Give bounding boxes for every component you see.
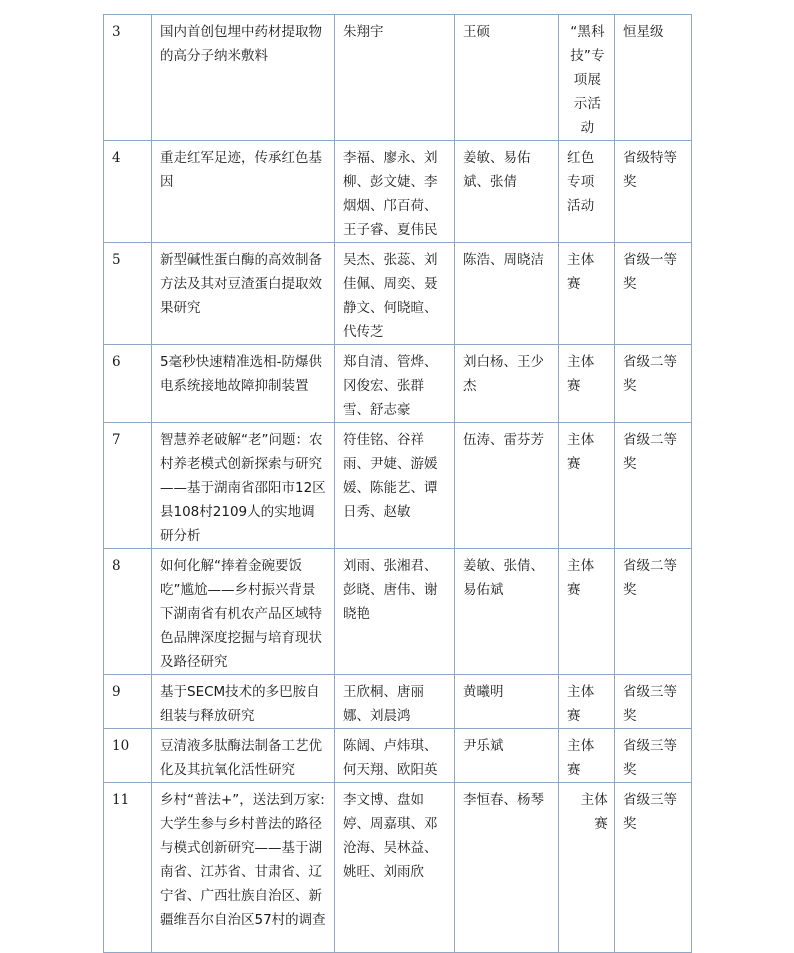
advisors: 李恒春、杨琴: [455, 783, 559, 953]
competition-category: 主体赛: [559, 675, 615, 729]
advisors: 姜敏、张倩、易佑斌: [455, 549, 559, 675]
row-number: 8: [104, 549, 152, 675]
team-members: 朱翔宇: [335, 15, 455, 141]
row-number: 4: [104, 141, 152, 243]
award-level: 省级一等奖: [615, 243, 692, 345]
row-number: 10: [104, 729, 152, 783]
project-title: 新型碱性蛋白酶的高效制备方法及其对豆渣蛋白提取效果研究: [152, 243, 335, 345]
competition-category: 主体赛: [559, 243, 615, 345]
row-number: 5: [104, 243, 152, 345]
advisors: 姜敏、易佑斌、张倩: [455, 141, 559, 243]
team-members: 符佳铭、谷祥雨、尹婕、游媛媛、陈能艺、谭日秀、赵敏: [335, 423, 455, 549]
project-title: 豆清液多肽酶法制备工艺优化及其抗氧化活性研究: [152, 729, 335, 783]
row-number: 6: [104, 345, 152, 423]
advisors: 王硕: [455, 15, 559, 141]
advisors: 黄曦明: [455, 675, 559, 729]
competition-category: “黑科技”专项展示活动: [559, 15, 615, 141]
table-row: [104, 783, 692, 953]
competition-category: 主体赛: [559, 423, 615, 549]
award-level: 恒星级: [615, 15, 692, 141]
advisors: 陈浩、周晓洁: [455, 243, 559, 345]
table-row: [104, 549, 692, 675]
award-level: 省级三等奖: [615, 729, 692, 783]
team-members: 王欣桐、唐丽娜、刘晨鸿: [335, 675, 455, 729]
team-members: 吴杰、张蕊、刘佳佩、周奕、聂静文、何晓暄、代传芝: [335, 243, 455, 345]
award-level: 省级三等奖: [615, 675, 692, 729]
award-level: 省级二等奖: [615, 345, 692, 423]
table-row: [104, 729, 692, 783]
awards-table: [103, 14, 692, 953]
competition-category: 主体赛: [559, 783, 615, 953]
row-number: 3: [104, 15, 152, 141]
team-members: 郑自清、管烨、冈俊宏、张群雪、舒志豪: [335, 345, 455, 423]
table-row: [104, 141, 692, 243]
project-title: 如何化解“捧着金碗要饭吃”尴尬——乡村振兴背景下湖南省有机农产品区域特色品牌深度挖掘与培育现状及路径研究: [152, 549, 335, 675]
advisors: 尹乐斌: [455, 729, 559, 783]
team-members: 李文博、盘如婷、周嘉琪、邓沧海、吴林益、姚旺、刘雨欣: [335, 783, 455, 953]
competition-category: 主体赛: [559, 549, 615, 675]
award-level: 省级二等奖: [615, 423, 692, 549]
row-number: 11: [104, 783, 152, 953]
table-row: [104, 675, 692, 729]
table-row: [104, 243, 692, 345]
team-members: 李福、廖永、刘柳、彭文婕、李烟烟、邝百荷、王子睿、夏伟民: [335, 141, 455, 243]
competition-category: 主体赛: [559, 729, 615, 783]
project-title: 乡村“普法+”，送法到万家:大学生参与乡村普法的路径与模式创新研究——基于湖南省、江苏省、甘肃省、辽宁省、广西壮族自治区、新疆维吾尔自治区57村的调查: [152, 783, 335, 953]
project-title: 重走红军足迹，传承红色基因: [152, 141, 335, 243]
advisors: 刘白杨、王少杰: [455, 345, 559, 423]
award-level: 省级特等奖: [615, 141, 692, 243]
award-level: 省级二等奖: [615, 549, 692, 675]
advisors: 伍涛、雷芬芳: [455, 423, 559, 549]
project-title: 国内首创包埋中药材提取物的高分子纳米敷料: [152, 15, 335, 141]
team-members: 陈阔、卢炜琪、何天翔、欧阳英: [335, 729, 455, 783]
team-members: 刘雨、张湘君、彭晓、唐伟、谢晓艳: [335, 549, 455, 675]
table-row: [104, 345, 692, 423]
row-number: 7: [104, 423, 152, 549]
table-row: [104, 15, 692, 141]
project-title: 智慧养老破解“老”问题：农村养老模式创新探索与研究——基于湖南省邵阳市12区县108村2109人的实地调研分析: [152, 423, 335, 549]
project-title: 5毫秒快速精准选相-防爆供电系统接地故障抑制装置: [152, 345, 335, 423]
project-title: 基于SECM技术的多巴胺自组装与释放研究: [152, 675, 335, 729]
competition-category: 红色专项活动: [559, 141, 615, 243]
table-row: [104, 423, 692, 549]
award-level: 省级三等奖: [615, 783, 692, 953]
competition-category: 主体赛: [559, 345, 615, 423]
row-number: 9: [104, 675, 152, 729]
